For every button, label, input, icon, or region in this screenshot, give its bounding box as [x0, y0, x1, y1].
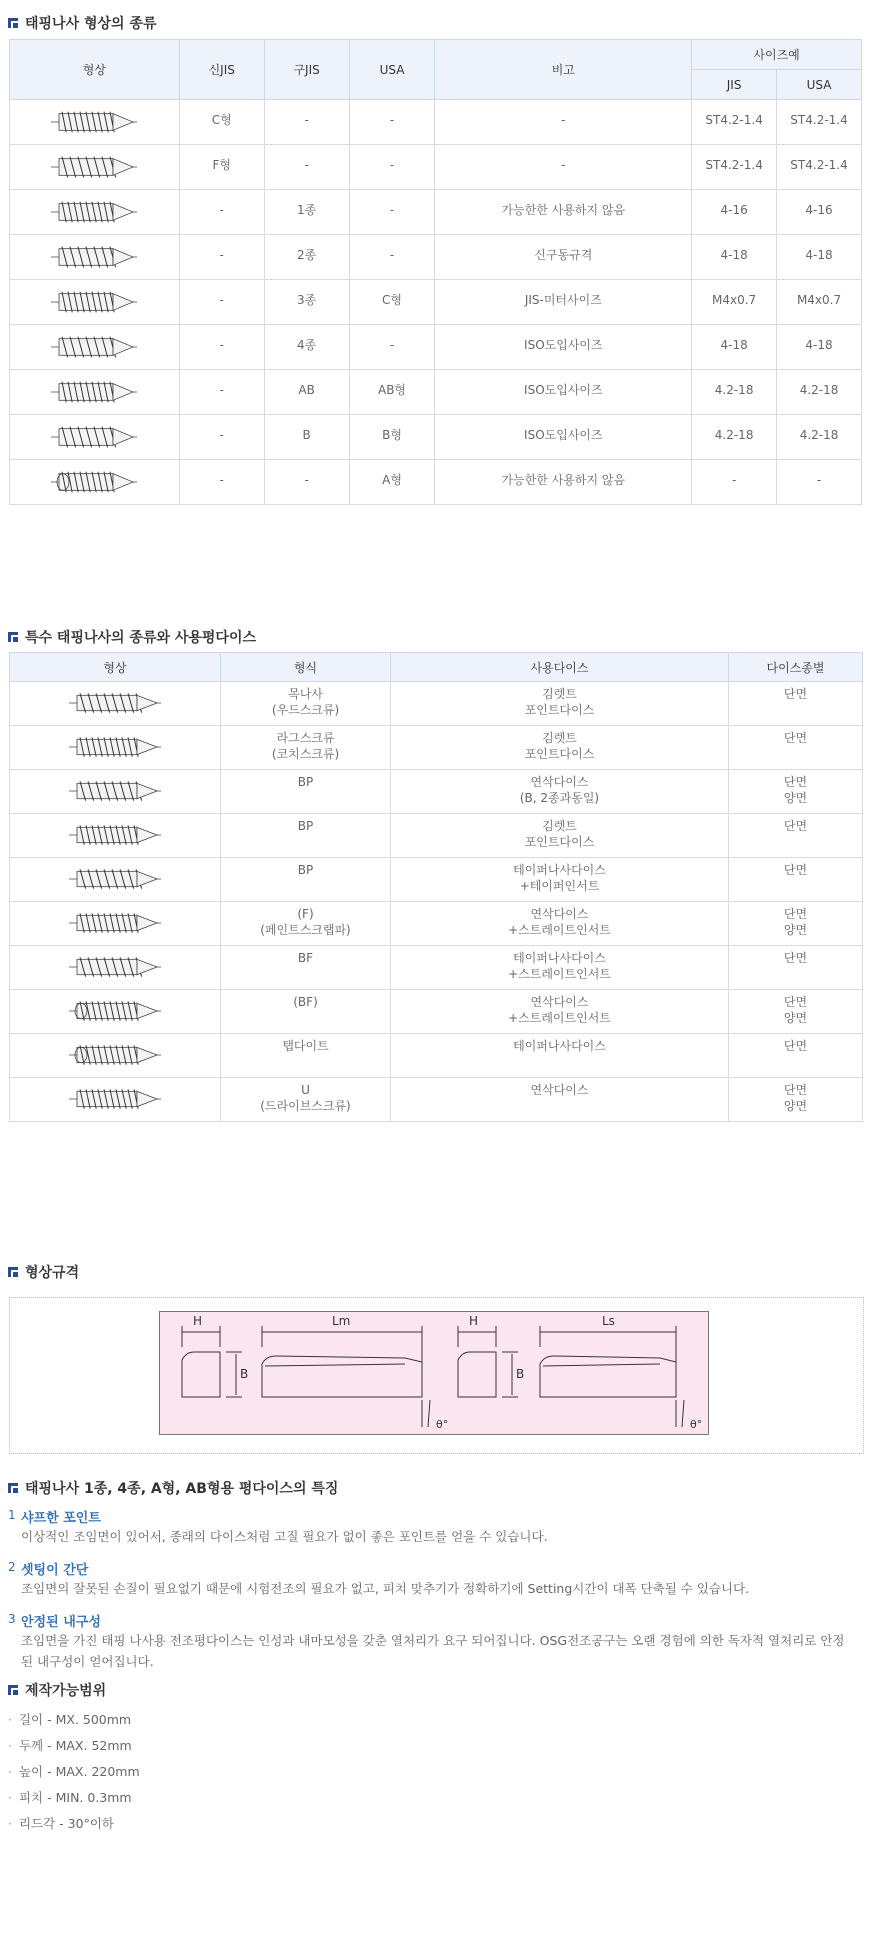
old-jis-cell: 1종	[264, 190, 349, 235]
dies-cell: 김렛트 포인트다이스	[391, 726, 729, 770]
table-row	[10, 814, 863, 858]
size-jis-cell: 4-18	[692, 325, 777, 370]
dies-cell: 연삭다이스 +스트레이트인서트	[391, 990, 729, 1034]
dies-cell: 테이퍼나사다이스 +테이퍼인서트	[391, 858, 729, 902]
special-tapping-screws-table	[9, 652, 863, 1122]
shape-spec-diagram	[159, 1311, 709, 1435]
paint-scraper-screw-icon	[67, 911, 163, 935]
shape-cell	[10, 100, 180, 145]
header-new-jis: 신JIS	[179, 40, 264, 100]
range-item: · 피치 - MIN. 0.3mm	[8, 1790, 132, 1805]
table-row	[10, 858, 863, 902]
size-usa-cell: 4.2-18	[777, 370, 862, 415]
new-jis-cell: C형	[179, 100, 264, 145]
section-title-shape-spec: 형상규격	[8, 1262, 79, 1282]
taptite-screw-icon	[67, 1043, 163, 1067]
range-item: · 두께 - MAX. 52mm	[8, 1738, 132, 1753]
note-cell: 가능한한 사용하지 않음	[435, 460, 692, 505]
label-h1: H	[193, 1314, 203, 1328]
size-jis-cell: -	[692, 460, 777, 505]
shape-cell	[10, 190, 180, 235]
new-jis-cell: -	[179, 325, 264, 370]
type-cell: 목나사 (우드스크류)	[221, 682, 391, 726]
old-jis-cell: 2종	[264, 235, 349, 280]
tapping-screw-a-icon	[49, 469, 139, 495]
old-jis-cell: 4종	[264, 325, 349, 370]
shape-cell	[10, 1078, 221, 1122]
type-cell: (F) (페인트스크랩파)	[221, 902, 391, 946]
range-item: · 리드각 - 30°이하	[8, 1816, 114, 1831]
header-size-example: 사이즈예	[692, 40, 862, 70]
feature-number: 1	[8, 1508, 16, 1522]
shape-cell	[10, 460, 180, 505]
section-marker-icon	[8, 632, 18, 642]
new-jis-cell: -	[179, 370, 264, 415]
table-row	[10, 145, 862, 190]
type-cell: BF	[221, 946, 391, 990]
new-jis-cell: -	[179, 415, 264, 460]
usa-cell: C형	[349, 280, 435, 325]
size-usa-cell: 4-18	[777, 235, 862, 280]
table-row	[10, 235, 862, 280]
shape-cell	[10, 325, 180, 370]
range-item: · 높이 - MAX. 220mm	[8, 1764, 140, 1779]
size-usa-cell: -	[777, 460, 862, 505]
note-cell: JIS-미터사이즈	[435, 280, 692, 325]
new-jis-cell: -	[179, 190, 264, 235]
dies-cell: 연삭다이스	[391, 1078, 729, 1122]
die-dimension-diagram	[160, 1312, 708, 1434]
tapping-screw-f-icon	[49, 154, 139, 180]
table-row	[10, 370, 862, 415]
type-cell: 라그스크류 (코치스크류)	[221, 726, 391, 770]
size-usa-cell: 4.2-18	[777, 415, 862, 460]
dies-cell: 연삭다이스 +스트레이트인서트	[391, 902, 729, 946]
feature-heading: 셋팅이 간단	[21, 1563, 89, 1578]
shape-cell	[10, 415, 180, 460]
tapping-screw-type2-icon	[49, 244, 139, 270]
type-cell: BP	[221, 770, 391, 814]
size-usa-cell: ST4.2-1.4	[777, 100, 862, 145]
shape-cell	[10, 990, 221, 1034]
header-die-kind: 다이스종별	[729, 653, 863, 682]
usa-cell: A형	[349, 460, 435, 505]
section-title-tapping-screw-types: 태핑나사 형상의 종류	[8, 13, 156, 33]
shape-cell	[10, 902, 221, 946]
label-b2: B	[516, 1367, 525, 1381]
usa-cell: AB형	[349, 370, 435, 415]
table-row	[10, 682, 863, 726]
header-shape: 형상	[10, 40, 180, 100]
note-cell: 신구동규격	[435, 235, 692, 280]
header-note: 비고	[435, 40, 692, 100]
dies-cell: 테이퍼나사다이스 +스트레이트인서트	[391, 946, 729, 990]
new-jis-cell: -	[179, 460, 264, 505]
size-jis-cell: 4.2-18	[692, 415, 777, 460]
die-kind-cell: 단면	[729, 1034, 863, 1078]
dies-cell: 김렛트 포인트다이스	[391, 682, 729, 726]
header-old-jis: 구JIS	[264, 40, 349, 100]
feature-heading: 안정된 내구성	[21, 1615, 101, 1630]
label-theta2: θ°	[690, 1418, 703, 1431]
shape-cell	[10, 814, 221, 858]
section-marker-icon	[8, 1267, 18, 1277]
label-b1: B	[240, 1367, 249, 1381]
table-row	[10, 325, 862, 370]
type-cell: (BF)	[221, 990, 391, 1034]
header-usa: USA	[349, 40, 435, 100]
old-jis-cell: 3종	[264, 280, 349, 325]
new-jis-cell: F형	[179, 145, 264, 190]
die-kind-cell: 단면 양면	[729, 770, 863, 814]
bf-ground-screw-icon	[67, 999, 163, 1023]
shape-cell	[10, 235, 180, 280]
table-row	[10, 990, 863, 1034]
table-row	[10, 1078, 863, 1122]
shape-cell	[10, 726, 221, 770]
size-usa-cell: M4x0.7	[777, 280, 862, 325]
table-row	[10, 100, 862, 145]
header-dies: 사용다이스	[391, 653, 729, 682]
shape-cell	[10, 770, 221, 814]
dies-cell: 김렛트 포인트다이스	[391, 814, 729, 858]
feature-text: 조임면의 잘못된 손질이 필요없기 때문에 시험전조의 필요가 없고, 피치 맞추기가 정확하기에 Setting시간이 대폭 단축될 수 있습니다.	[21, 1581, 750, 1596]
header-type: 형식	[221, 653, 391, 682]
tapping-screw-type3-icon	[49, 289, 139, 315]
dies-cell: 테이퍼나사다이스	[391, 1034, 729, 1078]
feature-number: 3	[8, 1612, 16, 1626]
usa-cell: -	[349, 145, 435, 190]
label-ls: Ls	[602, 1314, 615, 1328]
section-title-special-tapping-screws: 특수 태핑나사의 종류와 사용평다이스	[8, 627, 256, 647]
label-lm: Lm	[332, 1314, 351, 1328]
note-cell: ISO도입사이즈	[435, 370, 692, 415]
table-row	[10, 190, 862, 235]
section-marker-icon	[8, 18, 18, 28]
note-cell: -	[435, 100, 692, 145]
table-row	[10, 460, 862, 505]
feature-text: 이상적인 조임면이 있어서, 종래의 다이스처럼 고질 필요가 없이 좋은 포인트를 얻을 수 있습니다.	[21, 1529, 548, 1544]
table-row	[10, 902, 863, 946]
feature-number: 2	[8, 1560, 16, 1574]
note-cell: ISO도입사이즈	[435, 325, 692, 370]
tapping-screw-type4-icon	[49, 334, 139, 360]
old-jis-cell: -	[264, 100, 349, 145]
type-cell: 탭다이트	[221, 1034, 391, 1078]
table-row	[10, 770, 863, 814]
size-usa-cell: 4-18	[777, 325, 862, 370]
new-jis-cell: -	[179, 235, 264, 280]
tapping-screw-types-table	[9, 39, 862, 505]
die-kind-cell: 단면 양면	[729, 902, 863, 946]
note-cell: 가능한한 사용하지 않음	[435, 190, 692, 235]
type-cell: BP	[221, 814, 391, 858]
label-h2: H	[469, 1314, 479, 1328]
drive-screw-icon	[67, 1087, 163, 1111]
usa-cell: -	[349, 235, 435, 280]
size-jis-cell: 4.2-18	[692, 370, 777, 415]
size-jis-cell: 4-18	[692, 235, 777, 280]
range-item: · 길이 - MX. 500mm	[8, 1712, 132, 1727]
header-size-jis: JIS	[692, 70, 777, 100]
tapping-screw-type1-icon	[49, 199, 139, 225]
size-jis-cell: M4x0.7	[692, 280, 777, 325]
section-title-die-features: 태핑나사 1종, 4종, A형, AB형용 평다이스의 특징	[8, 1478, 338, 1498]
table-row	[10, 726, 863, 770]
dies-cell: 연삭다이스 (B, 2종과동일)	[391, 770, 729, 814]
size-jis-cell: ST4.2-1.4	[692, 100, 777, 145]
table-row	[10, 280, 862, 325]
usa-cell: -	[349, 100, 435, 145]
type-cell: U (드라이브스크류)	[221, 1078, 391, 1122]
note-cell: ISO도입사이즈	[435, 415, 692, 460]
size-usa-cell: 4-16	[777, 190, 862, 235]
die-kind-cell: 단면	[729, 726, 863, 770]
shape-cell	[10, 370, 180, 415]
usa-cell: -	[349, 190, 435, 235]
note-cell: -	[435, 145, 692, 190]
old-jis-cell: B	[264, 415, 349, 460]
size-usa-cell: ST4.2-1.4	[777, 145, 862, 190]
die-kind-cell: 단면 양면	[729, 990, 863, 1034]
tapping-screw-ab-icon	[49, 379, 139, 405]
table-row	[10, 1034, 863, 1078]
die-kind-cell: 단면	[729, 814, 863, 858]
die-kind-cell: 단면	[729, 858, 863, 902]
size-jis-cell: ST4.2-1.4	[692, 145, 777, 190]
section-marker-icon	[8, 1483, 18, 1493]
table-row	[10, 415, 862, 460]
shape-cell	[10, 145, 180, 190]
bp-taper-screw-icon	[67, 867, 163, 891]
bp-screw-icon	[67, 779, 163, 803]
die-kind-cell: 단면	[729, 946, 863, 990]
type-cell: BP	[221, 858, 391, 902]
tapping-screw-c-icon	[49, 109, 139, 135]
feature-heading: 샤프한 포인트	[21, 1511, 101, 1526]
label-theta1: θ°	[436, 1418, 449, 1431]
die-kind-cell: 단면 양면	[729, 1078, 863, 1122]
shape-cell	[10, 280, 180, 325]
wood-screw-icon	[67, 691, 163, 715]
section-marker-icon	[8, 1685, 18, 1695]
new-jis-cell: -	[179, 280, 264, 325]
lag-screw-icon	[67, 735, 163, 759]
old-jis-cell: AB	[264, 370, 349, 415]
old-jis-cell: -	[264, 145, 349, 190]
shape-cell	[10, 1034, 221, 1078]
size-jis-cell: 4-16	[692, 190, 777, 235]
tapping-screw-b-icon	[49, 424, 139, 450]
die-kind-cell: 단면	[729, 682, 863, 726]
old-jis-cell: -	[264, 460, 349, 505]
usa-cell: B형	[349, 415, 435, 460]
feature-text: 조임면을 가진 태핑 나사용 전조평다이스는 인성과 내마모성을 갖춘 열처리가 요구 되어집니다. OSG전조공구는 오랜 경험에 의한 독자적 열처리로 안정된 내구성이 얻어집니다.	[21, 1633, 845, 1669]
shape-cell	[10, 682, 221, 726]
table-row	[10, 946, 863, 990]
bp-gimlet-screw-icon	[67, 823, 163, 847]
header-shape: 형상	[10, 653, 221, 682]
usa-cell: -	[349, 325, 435, 370]
section-title-production-range: 제작가능범위	[8, 1680, 106, 1700]
bf-screw-icon	[67, 955, 163, 979]
shape-cell	[10, 858, 221, 902]
header-size-usa: USA	[777, 70, 862, 100]
shape-cell	[10, 946, 221, 990]
